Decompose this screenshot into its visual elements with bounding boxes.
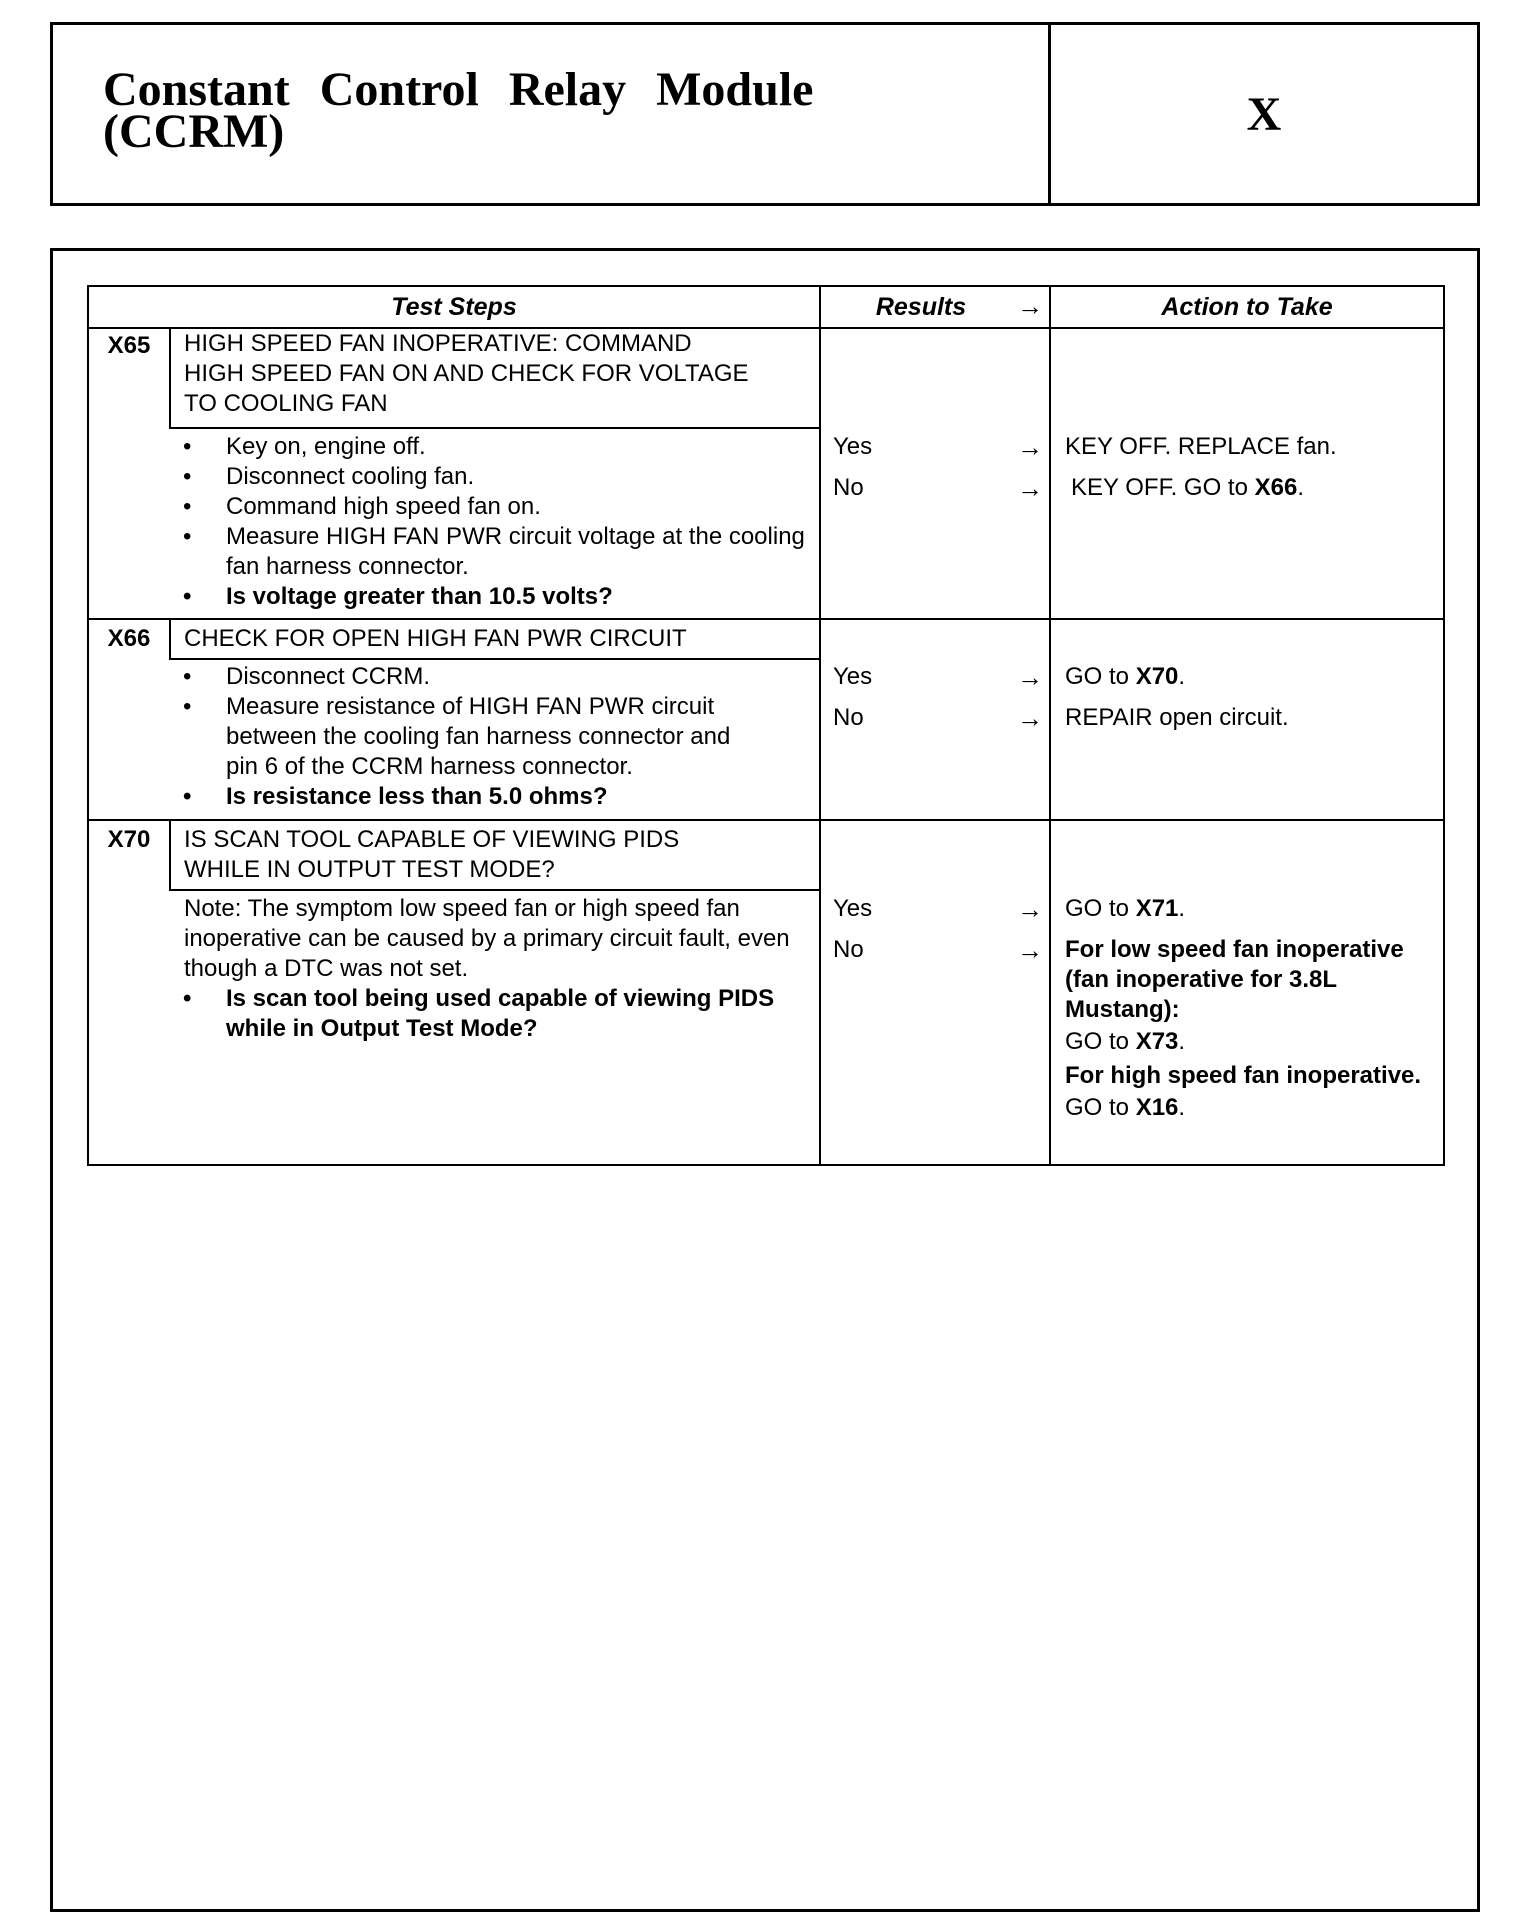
arrow-icon: → [1017,703,1043,733]
result-yes: Yes [833,663,873,690]
arrow-icon: → [1017,473,1043,503]
action-no [1065,935,1439,1123]
action-text: KEY OFF. GO to [1071,474,1248,501]
action-period: . [1178,1028,1186,1055]
column-header-action: Action to Take [1161,293,1333,321]
step-id-x70: X70 [107,826,151,853]
step-reference: X70 [1135,663,1179,690]
result-yes: Yes [833,433,873,460]
result-no: No [833,936,864,963]
action-yes: KEY OFF. REPLACE fan. [1065,433,1337,460]
step-title-x66: CHECK FOR OPEN HIGH FAN PWR CIRCUIT [184,625,687,652]
step-reference: X73 [1135,1028,1179,1055]
action-text: GO to [1065,895,1130,922]
step-body-x66 [171,662,811,812]
step-title-line: WHILE IN OUTPUT TEST MODE? [184,856,555,883]
action-no-high-heading: For high speed fan inoperative. [1065,1062,1422,1089]
results-x70 [821,894,1049,974]
list-item: • Disconnect CCRM. [171,662,811,692]
results-x65 [821,432,1049,512]
content-frame [50,248,1480,1912]
action-no-low [1065,1027,1439,1057]
arrow-icon: → [1017,894,1043,924]
step-title-line: IS SCAN TOOL CAPABLE OF VIEWING PIDS [184,826,680,853]
page-header [50,22,1480,206]
step-reference: X71 [1135,895,1179,922]
step-reference: X66 [1254,474,1298,501]
result-yes: Yes [833,895,873,922]
column-header-test-steps: Test Steps [391,293,517,321]
results-x66 [821,662,1049,742]
result-no: No [833,704,864,731]
action-period: . [1178,1094,1186,1121]
action-period: . [1178,895,1186,922]
list-item: • Key on, engine off. [171,432,811,462]
step-title-x65 [171,329,819,419]
page-title [103,63,1003,158]
action-text: GO to [1065,663,1130,690]
step-id-x66: X66 [107,625,151,652]
step-title-line: HIGH SPEED FAN INOPERATIVE: COMMAND [184,330,692,357]
section-letter: X [1246,87,1282,141]
list-item: • Measure HIGH FAN PWR circuit voltage at the cooling fan harness connector. [171,522,811,582]
step-title-x70 [171,825,819,885]
action-no: REPAIR open circuit. [1065,704,1289,731]
actions-x65 [1051,432,1443,512]
action-text: GO to [1065,1094,1130,1121]
result-no: No [833,474,864,501]
action-text: GO to [1065,1028,1130,1055]
step-reference: X16 [1135,1094,1179,1121]
actions-x66 [1051,662,1443,742]
arrow-icon: → [1017,432,1043,462]
grid-line [89,819,1443,821]
grid-line [169,427,819,429]
action-period: . [1178,663,1186,690]
step-title-line: TO COOLING FAN [184,390,388,417]
action-yes [1065,662,1439,692]
grid-line [169,889,819,891]
list-item: • Command high speed fan on. [171,492,811,522]
step-title-line: HIGH SPEED FAN ON AND CHECK FOR VOLTAGE [184,360,749,387]
arrow-icon: → [1017,935,1043,965]
test-steps-table [87,285,1445,1166]
column-header-results: Results [875,293,967,321]
step-question: • Is voltage greater than 10.5 volts? [171,582,811,612]
step-id-x65: X65 [107,332,151,359]
grid-line [169,658,819,660]
action-yes [1065,894,1439,924]
page-title-line-2: (CCRM) [103,105,285,158]
action-no-high [1065,1093,1439,1123]
results-arrow-icon: → [1017,291,1043,321]
list-item: • Disconnect cooling fan. [171,462,811,492]
step-body-x70 [171,894,819,1044]
step-question: • Is scan tool being used capable of viewing PIDS while in Output Test Mode? [171,984,819,1044]
arrow-icon: → [1017,662,1043,692]
step-body-x65 [171,432,811,612]
action-no-low-heading: For low speed fan inoperative (fan inoperative for 3.8L Mustang): [1065,936,1404,1023]
step-question: • Is resistance less than 5.0 ohms? [171,782,811,812]
list-item: • Measure resistance of HIGH FAN PWR circuit between the cooling fan harness connector and pin 6 of the CCRM harness connector. [171,692,811,782]
action-period: . [1297,474,1304,501]
page-title-line-1: Constant Control Relay Module [103,63,814,116]
actions-x70 [1051,894,1443,1164]
action-no [1071,473,1439,503]
step-note: Note: The symptom low speed fan or high speed fan inoperative can be caused by a primary circuit fault, even though a DTC was not set. [184,895,790,982]
